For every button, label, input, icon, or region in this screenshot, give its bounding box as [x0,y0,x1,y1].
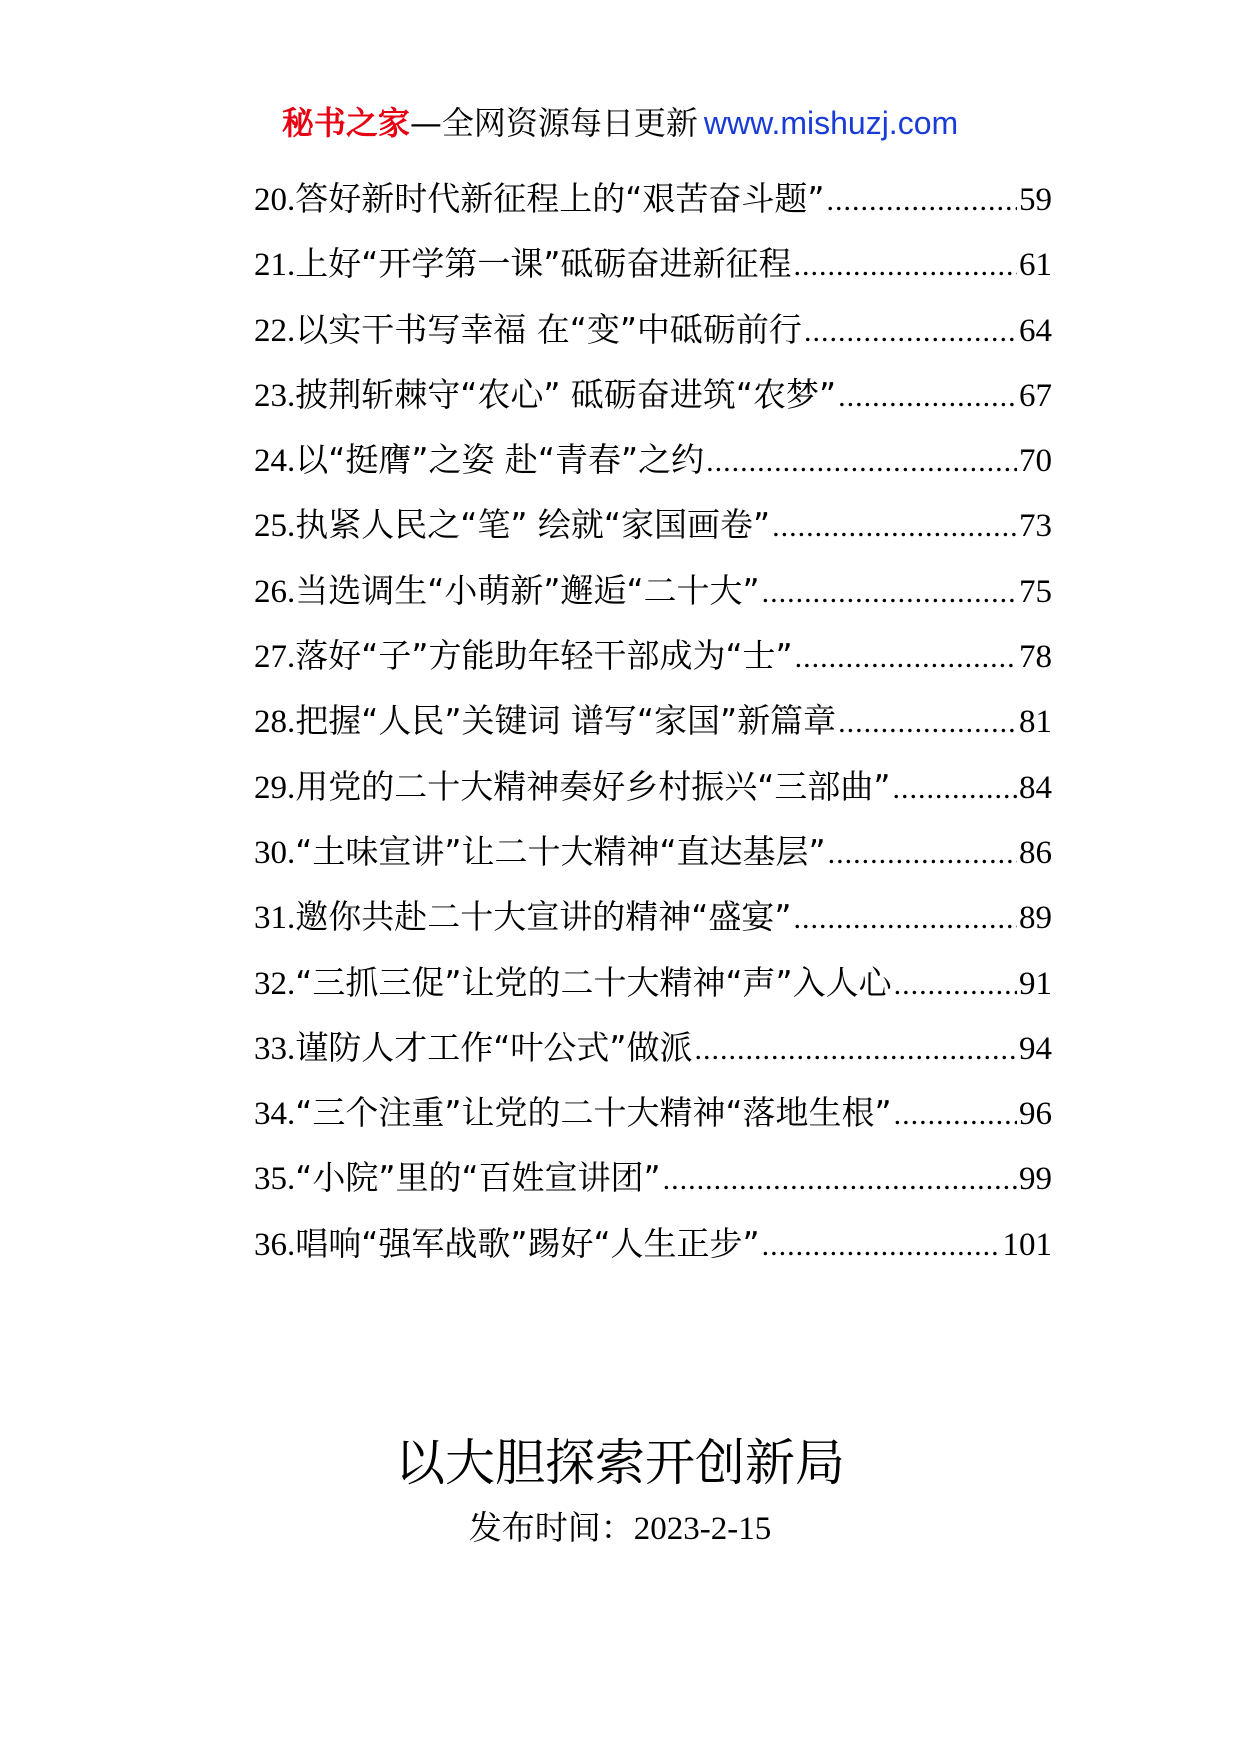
toc-entry-page: 70 [1019,443,1052,480]
toc-entry[interactable] [254,688,1052,753]
toc-entry[interactable] [254,754,1052,819]
toc-entry-number: 23. [254,377,296,414]
toc-dot-leader [762,1213,1001,1276]
toc-dot-leader [663,1147,1017,1210]
toc-dot-leader [894,1082,1017,1145]
toc-entry-page: 61 [1019,247,1052,284]
toc-entry-number: 32. [254,965,296,1002]
article-title: 以大胆探索开创新局 [395,1434,845,1492]
toc-dot-leader [706,429,1017,492]
toc-entry-page: 67 [1019,377,1052,414]
toc-entry[interactable] [254,297,1052,362]
publish-label: 发布时间： [468,1508,634,1547]
toc-entry-number: 28. [254,704,296,741]
toc-entry-page: 81 [1019,704,1052,741]
toc-dot-leader [793,233,1017,296]
toc-entry[interactable] [254,884,1052,949]
toc-dot-leader [795,625,1017,688]
toc-dot-leader [772,494,1017,557]
toc-entry[interactable] [254,1211,1052,1276]
toc-entry[interactable] [254,166,1052,231]
toc-entry[interactable] [254,819,1052,884]
toc-entry-number: 30. [254,834,296,871]
toc-entry-page: 89 [1019,900,1052,937]
toc-entry-title: 谨防人才工作“叶公式”做派 [295,1027,693,1067]
toc-entry[interactable] [254,623,1052,688]
toc-entry-page: 91 [1019,965,1052,1002]
toc-entry-number: 22. [254,312,296,349]
toc-entry[interactable] [254,1145,1052,1210]
toc-entry[interactable] [254,558,1052,623]
toc-dot-leader [793,886,1017,949]
toc-entry-title: 答好新时代新征程上的“艰苦奋斗题” [295,179,825,218]
toc-dot-leader [828,821,1017,884]
table-of-contents [254,166,1052,1276]
toc-entry-number: 34. [254,1096,296,1133]
toc-entry-number: 35. [254,1161,296,1198]
toc-entry-page: 96 [1019,1096,1052,1133]
toc-dot-leader [804,299,1017,362]
toc-entry-title: 当选调生“小萌新”邂逅“二十大” [295,570,760,610]
toc-entry-number: 27. [254,639,296,676]
toc-entry-title: 以“挺膺”之姿 赴“青春”之约 [295,440,705,480]
toc-entry[interactable] [254,427,1052,492]
brand-name: 秘书之家 [281,104,410,142]
toc-entry-number: 24. [254,443,296,480]
toc-entry-title: “土味宣讲”让二十大精神“直达基层” [295,831,826,871]
toc-dot-leader [838,690,1017,753]
toc-entry-title: 上好“开学第一课”砥砺奋进新征程 [295,244,792,284]
toc-entry-title: “三个注重”让党的二十大精神“落地生根” [295,1093,892,1133]
toc-entry-number: 21. [254,247,296,284]
toc-dot-leader [826,168,1017,231]
site-url-link[interactable]: www.mishuzj.com [703,105,959,141]
toc-entry-title: “三抓三促”让党的二十大精神“声”入人心 [295,962,892,1002]
toc-entry-number: 31. [254,900,296,937]
toc-dot-leader [838,364,1017,427]
toc-entry-title: “小院”里的“百姓宣讲团” [295,1158,661,1198]
toc-dot-leader [762,560,1017,623]
toc-entry-title: 披荆斩棘守“农心” 砥砺奋进筑“农梦” [295,374,837,414]
toc-entry[interactable] [254,231,1052,296]
toc-entry-title: 把握“人民”关键词 谱写“家国”新篇章 [295,701,837,741]
toc-entry[interactable] [254,362,1052,427]
toc-entry-page: 59 [1019,182,1052,218]
toc-entry[interactable] [254,1080,1052,1145]
site-header [0,100,1240,146]
toc-entry-page: 99 [1019,1161,1052,1198]
toc-entry[interactable] [254,492,1052,557]
toc-entry-page: 73 [1019,508,1052,545]
toc-entry-page: 101 [1002,1226,1052,1263]
toc-entry[interactable] [254,1015,1052,1080]
toc-entry-title: 用党的二十大精神奏好乡村振兴“三部曲” [295,766,891,806]
toc-entry-title: 执紧人民之“笔” 绘就“家国画卷” [295,505,771,545]
publish-date: 2023-2-15 [633,1511,772,1547]
toc-entry-page: 84 [1019,769,1052,806]
toc-entry[interactable] [254,950,1052,1015]
toc-entry-page: 75 [1019,573,1052,610]
toc-entry-page: 64 [1019,312,1052,349]
toc-entry-number: 25. [254,508,296,545]
site-slogan: —全网资源每日更新 [409,104,698,142]
toc-entry-title: 以实干书写幸福 在“变”中砥砺前行 [295,309,802,349]
toc-entry-page: 94 [1019,1030,1052,1067]
toc-entry-title: 邀你共赴二十大宣讲的精神“盛宴” [295,897,792,937]
toc-dot-leader [892,756,1017,819]
toc-entry-number: 29. [254,769,296,806]
toc-entry-number: 36. [254,1226,296,1263]
toc-dot-leader [694,1017,1017,1080]
publish-info [0,1504,1240,1553]
toc-entry-number: 20. [254,182,296,218]
toc-entry-title: 落好“子”方能助年轻干部成为“士” [295,636,793,676]
toc-dot-leader [894,952,1017,1015]
toc-entry-number: 33. [254,1030,296,1067]
toc-entry-page: 78 [1019,639,1052,676]
toc-entry-number: 26. [254,573,296,610]
toc-entry-title: 唱响“强军战歌”踢好“人生正步” [295,1223,760,1263]
toc-entry-page: 86 [1019,834,1052,871]
